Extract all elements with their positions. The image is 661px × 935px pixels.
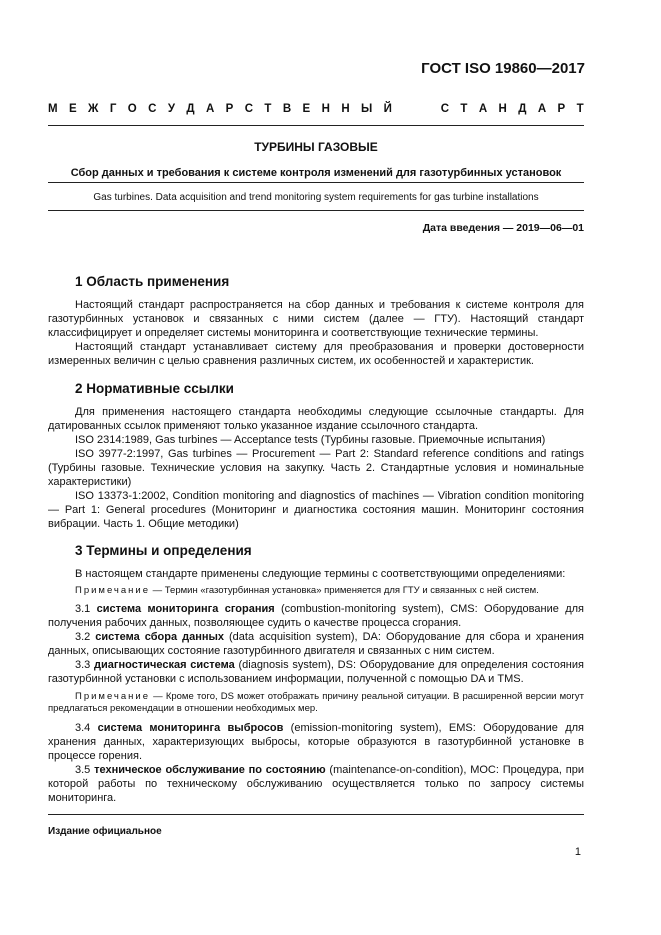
interstate-letter: Й xyxy=(383,103,392,115)
header-divider xyxy=(48,125,584,126)
reference-item: ISO 13373-1:2002, Condition monitoring and diagnostics of machines — Vibration condition monitoring — Part 1: General procedures (Мониторинг и диагностика состояния машин. Мониторинг состояния вибрации. Часть 1. Общие методики) xyxy=(48,490,584,530)
interstate-letter: М xyxy=(48,103,58,115)
interstate-letter: С xyxy=(148,103,157,115)
paragraph: Настоящий стандарт распространяется на сбор данных и требования к системе контроля для газотурбинных установок и связанных с ними систем (далее — ГТУ). Настоящий стандарт классифицирует и определяет системы мониторинга и соответствующие технические термины. xyxy=(48,299,584,339)
interstate-letter: Е xyxy=(302,103,311,115)
term-name: система сбора данных xyxy=(95,630,224,643)
interstate-letter: С xyxy=(440,103,450,115)
term-entry xyxy=(48,721,584,763)
reference-item: ISO 2314:1989, Gas turbines — Acceptance tests (Турбины газовые. Приемочные испытания) xyxy=(75,434,546,446)
gost-code: ГОСТ ISO 19860—2017 xyxy=(421,60,585,77)
note-text: — Кроме того, DS может отображать причину реальной ситуации. В расширенной версии могут предлагаться рекомендации в отношении необходимых мер. xyxy=(48,690,584,714)
interstate-letter: Д xyxy=(186,103,195,115)
edition-label: Издание официальное xyxy=(48,826,162,837)
document-title: ТУРБИНЫ ГАЗОВЫЕ xyxy=(254,140,378,154)
interstate-letter: Т xyxy=(460,103,468,115)
interstate-letter: А xyxy=(537,103,547,115)
term-definition: (emission-monitoring system), EMS: Оборудование для хранения данных, характеризующих выбросы, которые образуются в газотурбинной установке в процессе горения. xyxy=(48,721,584,762)
interstate-letter: Т xyxy=(264,103,272,115)
section-2-heading: 2 Нормативные ссылки xyxy=(75,381,234,396)
term-entry xyxy=(48,658,584,686)
interstate-letter: Г xyxy=(109,103,117,115)
interstate-letter: А xyxy=(478,103,488,115)
interstate-letter: В xyxy=(282,103,292,115)
note-label: Примечание xyxy=(75,690,150,702)
section-3-body xyxy=(48,567,584,805)
title-divider xyxy=(48,182,584,183)
interstate-letter: Т xyxy=(576,103,584,115)
interstate-letter: О xyxy=(127,103,137,115)
note xyxy=(48,585,584,598)
interstate-letter: С xyxy=(244,103,254,115)
term-name: техническое обслуживание по состоянию xyxy=(94,763,326,776)
section-2-body xyxy=(48,405,584,531)
interstate-letter: Д xyxy=(518,103,527,115)
note-label: Примечание xyxy=(75,585,150,596)
term-name: система мониторинга выбросов xyxy=(97,721,284,734)
reference-item: ISO 3977-2:1997, Gas turbines — Procurement — Part 2: Standard reference conditions and ratings (Турбины газовые. Технические условия на закупку. Часть 2. Стандартные условия и номинальные характеристики) xyxy=(48,448,584,488)
note xyxy=(48,691,584,716)
interstate-letter: Ж xyxy=(88,103,99,115)
interstate-letter: Р xyxy=(557,103,566,115)
paragraph: В настоящем стандарте применены следующие термины с соответствующими определениями: xyxy=(75,568,566,580)
term-name: система мониторинга сгорания xyxy=(96,602,275,615)
interstate-letter: У xyxy=(167,103,175,115)
paragraph: Настоящий стандарт устанавливает систему для преобразования и проверки достоверности измеренных величин с целью сравнения различных систем, их особенностей и характеристик. xyxy=(48,341,584,367)
english-title-divider xyxy=(48,210,584,211)
term-number: 3.5 xyxy=(75,763,95,776)
section-3-heading: 3 Термины и определения xyxy=(75,543,252,558)
term-definition: (data acquisition system), DA: Оборудование для сбора и хранения данных, описывающих состояние газотурбинного двигателя и связанных с ним систем. xyxy=(48,630,584,657)
interstate-letter: Н xyxy=(341,103,350,115)
interstate-letter: А xyxy=(205,103,215,115)
term-number: 3.3 xyxy=(75,658,95,671)
footer-divider xyxy=(48,814,584,815)
term-entry xyxy=(48,602,584,630)
term-name: диагностическая система xyxy=(94,658,235,671)
document-subtitle: Сбор данных и требования к системе контроля изменений для газотурбинных установок xyxy=(70,167,562,179)
interstate-letter: Р xyxy=(225,103,234,115)
term-number: 3.2 xyxy=(75,630,96,643)
term-entry xyxy=(48,630,584,658)
term-number: 3.1 xyxy=(75,602,97,615)
interstate-letter: Ы xyxy=(361,103,373,115)
english-title: Gas turbines. Data acquisition and trend monitoring system requirements for gas turbine installations xyxy=(93,192,539,203)
term-definition: (diagnosis system), DS: Оборудование для определения состояния газотурбинной установки с использованием информации, полученной с помощью DA и TMS. xyxy=(48,658,584,685)
term-definition: (combustion-monitoring system), CMS: Оборудование для получения рабочих данных, позволяющее судить о качестве процесса сгорания. xyxy=(48,602,584,629)
intro-date: Дата введения — 2019—06—01 xyxy=(422,222,584,234)
term-number: 3.4 xyxy=(75,721,98,734)
note-text: — Термин «газотурбинная установка» применяется для ГТУ и связанных с ней систем. xyxy=(150,585,539,596)
interstate-letter: Н xyxy=(321,103,330,115)
section-1-body xyxy=(48,298,584,368)
term-entry xyxy=(48,763,584,805)
interstate-letter: Е xyxy=(68,103,77,115)
page-number: 1 xyxy=(574,846,581,858)
word-gap xyxy=(403,103,429,115)
section-1-heading: 1 Область применения xyxy=(75,274,230,289)
interstate-standard-label xyxy=(48,103,584,115)
interstate-letter: Н xyxy=(498,103,507,115)
paragraph: Для применения настоящего стандарта необходимы следующие ссылочные стандарты. Для датированных ссылок применяют только указанное издание ссылочного стандарта. xyxy=(48,406,584,432)
term-definition: (maintenance-on-condition), MOC: Процедура, при которой работы по техническому обслуживанию осуществляется только по запросу системы мониторинга. xyxy=(48,763,584,804)
